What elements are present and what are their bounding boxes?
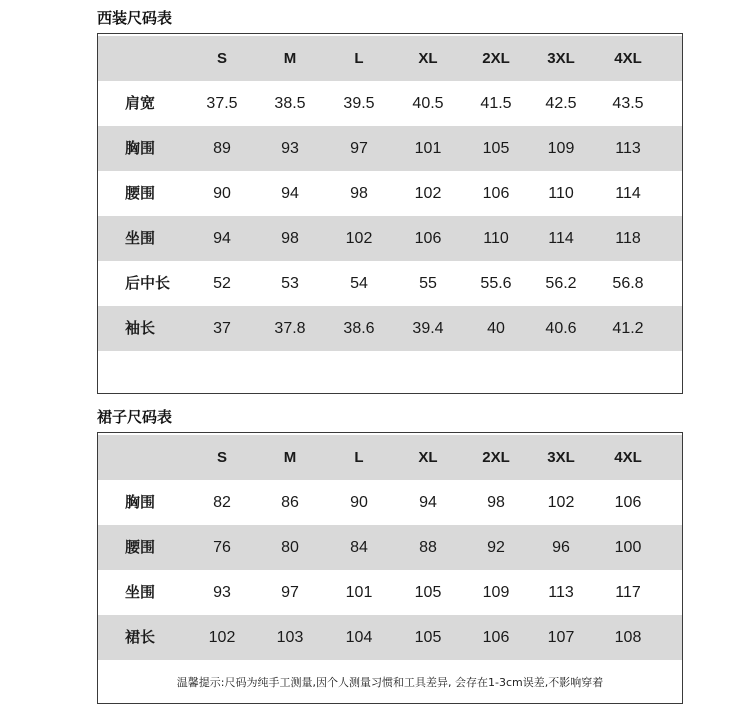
table-cell: 40 [487, 320, 505, 337]
size-header: M [283, 50, 297, 67]
table-cell: 96 [552, 539, 570, 556]
table-row [98, 81, 682, 126]
table-cell: 52 [213, 275, 231, 292]
table-cell: 42.5 [545, 95, 577, 112]
table-cell: 98 [281, 230, 299, 247]
table-cell: 117 [615, 584, 641, 601]
table-row [98, 171, 682, 216]
measurement-label: 裙长 [125, 628, 156, 646]
table-cell: 98 [350, 185, 368, 202]
table-cell: 37.8 [274, 320, 306, 337]
size-header: S [216, 50, 227, 67]
table-cell: 92 [487, 539, 505, 556]
table-cell: 41.5 [480, 95, 512, 112]
table-cell: 82 [213, 494, 231, 511]
table-cell: 109 [547, 140, 575, 157]
table-cell: 37.5 [206, 95, 238, 112]
table-cell: 80 [281, 539, 299, 556]
measurement-label: 胸围 [125, 139, 156, 157]
measurement-label: 坐围 [125, 583, 156, 601]
size-header: M [283, 449, 297, 466]
size-header: S [216, 449, 227, 466]
table-cell: 107 [547, 629, 575, 646]
table-row [98, 480, 682, 525]
table-cell: 43.5 [612, 95, 644, 112]
suit-size-chart-title: 西装尺码表 [97, 9, 173, 27]
table-cell: 113 [548, 584, 574, 601]
size-header: 3XL [547, 50, 575, 67]
suit-size-table [97, 33, 683, 394]
table-cell: 110 [483, 230, 509, 247]
table-cell: 108 [614, 629, 642, 646]
measurement-label: 后中长 [125, 274, 171, 292]
measurement-label: 袖长 [125, 319, 156, 337]
table-cell: 37 [213, 320, 231, 337]
size-header: 2XL [482, 50, 510, 67]
table-cell: 110 [548, 185, 574, 202]
table-cell: 55 [419, 275, 437, 292]
table-cell: 41.2 [612, 320, 644, 337]
size-header: L [354, 449, 364, 466]
table-cell: 106 [482, 185, 510, 202]
table-cell: 102 [414, 185, 442, 202]
table-row [98, 126, 682, 171]
table-cell: 101 [414, 140, 442, 157]
size-header: 4XL [614, 50, 642, 67]
table-cell: 94 [419, 494, 437, 511]
table-cell: 56.2 [545, 275, 577, 292]
table-cell: 102 [345, 230, 373, 247]
table-cell: 40.6 [545, 320, 577, 337]
table-cell: 39.4 [412, 320, 444, 337]
skirt-header-row [98, 435, 682, 480]
table-cell: 90 [350, 494, 368, 511]
skirt-size-chart-title: 裙子尺码表 [97, 408, 173, 426]
table-cell: 118 [615, 230, 641, 247]
table-cell: 114 [548, 230, 574, 247]
table-cell: 94 [281, 185, 299, 202]
table-cell: 76 [213, 539, 231, 556]
table-cell: 106 [614, 494, 642, 511]
table-cell: 88 [419, 539, 437, 556]
size-header: 3XL [547, 449, 575, 466]
table-cell: 93 [213, 584, 231, 601]
table-cell: 104 [345, 629, 373, 646]
table-cell: 38.5 [274, 95, 306, 112]
table-cell: 97 [350, 140, 368, 157]
table-row [98, 570, 682, 615]
table-cell: 101 [345, 584, 373, 601]
table-cell: 114 [615, 185, 641, 202]
table-cell: 106 [414, 230, 442, 247]
table-cell: 55.6 [480, 275, 512, 292]
table-cell: 109 [482, 584, 510, 601]
measurement-note: 温馨提示:尺码为纯手工测量,因个人测量习惯和工具差异, 会存在1-3cm误差,不影响穿着 [176, 676, 604, 689]
table-row [98, 525, 682, 570]
table-cell: 84 [350, 539, 368, 556]
measurement-label: 腰围 [125, 538, 156, 556]
table-row [98, 615, 682, 660]
table-cell: 39.5 [343, 95, 375, 112]
table-cell: 54 [350, 275, 368, 292]
table-cell: 93 [281, 140, 299, 157]
table-cell: 90 [213, 185, 231, 202]
suit-header-row [98, 36, 682, 81]
size-header: L [354, 50, 364, 67]
table-cell: 97 [281, 584, 299, 601]
table-cell: 100 [614, 539, 642, 556]
table-cell: 89 [213, 140, 231, 157]
table-cell: 38.6 [343, 320, 375, 337]
table-cell: 105 [482, 140, 510, 157]
table-cell: 98 [487, 494, 505, 511]
table-cell: 40.5 [412, 95, 444, 112]
table-cell: 105 [414, 629, 442, 646]
size-header: 4XL [614, 449, 642, 466]
table-cell: 102 [208, 629, 236, 646]
table-cell: 102 [547, 494, 575, 511]
size-header: XL [418, 449, 438, 466]
skirt-size-table [97, 432, 683, 704]
table-cell: 56.8 [612, 275, 644, 292]
measurement-label: 肩宽 [125, 94, 156, 112]
measurement-label: 胸围 [125, 493, 156, 511]
table-cell: 103 [276, 629, 304, 646]
table-row [98, 261, 682, 306]
table-row [98, 216, 682, 261]
table-cell: 53 [281, 275, 299, 292]
table-cell: 105 [414, 584, 442, 601]
table-row [98, 306, 682, 351]
table-cell: 113 [615, 140, 641, 157]
measurement-label: 坐围 [125, 229, 156, 247]
size-header: XL [418, 50, 438, 67]
table-cell: 94 [213, 230, 231, 247]
measurement-label: 腰围 [125, 184, 156, 202]
table-cell: 86 [281, 494, 299, 511]
table-cell: 106 [482, 629, 510, 646]
size-header: 2XL [482, 449, 510, 466]
